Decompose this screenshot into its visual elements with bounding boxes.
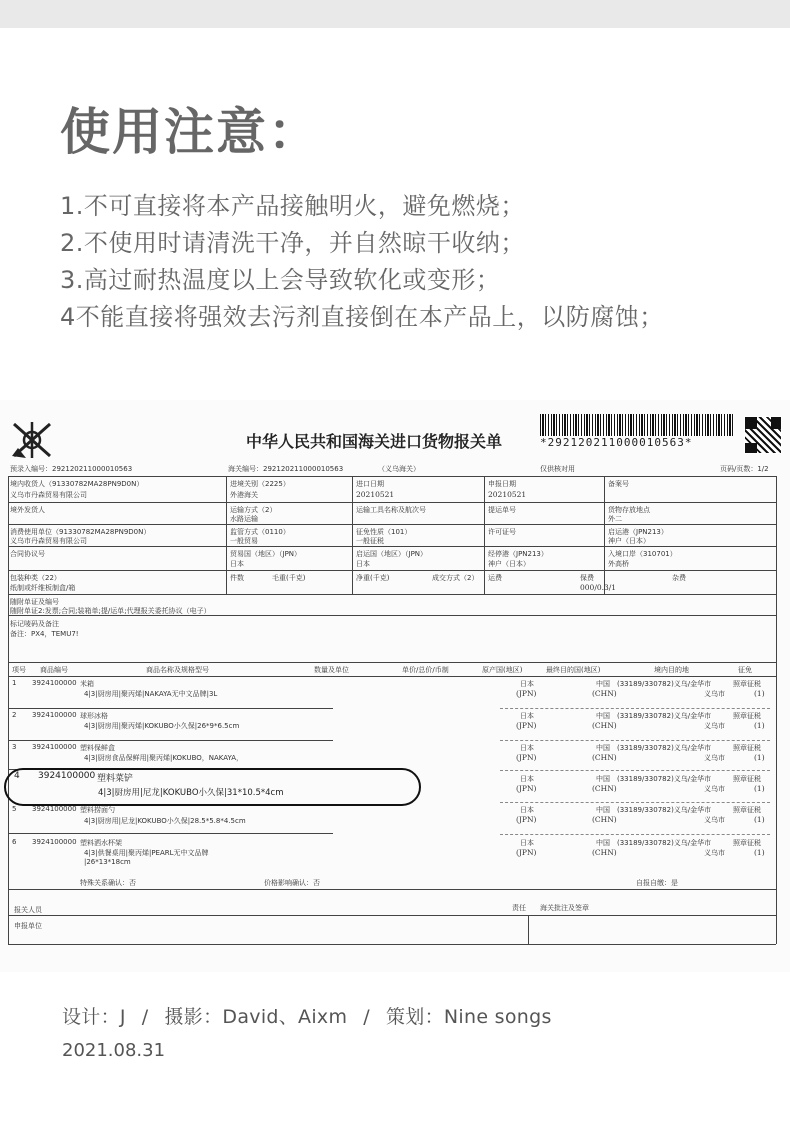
freight-label: 运费 xyxy=(488,574,502,582)
declarant-label: 报关人员 xyxy=(14,906,42,914)
customs-declaration-image xyxy=(0,400,790,972)
rule xyxy=(528,915,529,944)
barcode-number: *292120211000010563* xyxy=(540,436,734,449)
rule xyxy=(500,770,770,771)
rule xyxy=(8,740,333,741)
package-value: 纸制或纤维板制盒/箱 xyxy=(10,584,76,592)
note-item: 1.不可直接将本产品接触明火，避免燃烧； xyxy=(60,192,525,220)
rule xyxy=(604,476,605,594)
import-date-value: 20210521 xyxy=(356,490,395,499)
item-origin-code: (JPN) xyxy=(516,784,537,793)
departure-port-label: 启运港（JPN213） xyxy=(608,528,668,536)
credits-line xyxy=(62,1002,552,1029)
rule xyxy=(8,833,333,834)
entry-value: 外港海关 xyxy=(230,491,258,499)
item-dest: 中国 xyxy=(596,806,610,814)
item-levy-code: (1) xyxy=(754,784,765,793)
item-levy: 照章征税 xyxy=(733,680,761,688)
special-relation-confirm: 特殊关系确认：否 xyxy=(80,879,136,887)
item-levy-code: (1) xyxy=(754,721,765,730)
package-label: 包装种类（22） xyxy=(10,574,61,582)
rule xyxy=(8,915,776,916)
rule xyxy=(8,524,776,525)
plan-credit: 策划：Nine songs xyxy=(385,1006,552,1028)
rule xyxy=(500,708,770,709)
item-origin-code: (JPN) xyxy=(516,753,537,762)
storage-value: 外二 xyxy=(608,515,622,523)
transit-port-label: 经停港（JPN213） xyxy=(488,550,548,558)
rule xyxy=(226,476,227,594)
levy-value: 一般征税 xyxy=(356,537,384,545)
item-domestic: (33189/330782)义乌/金华市 xyxy=(617,839,712,847)
item-dest-code: (CHN) xyxy=(592,784,617,793)
verify-note: 仅供核对用 xyxy=(540,465,575,473)
item-no: 6 xyxy=(12,838,17,846)
col-header: 数量及单位 xyxy=(314,666,349,674)
item-domestic-city: 义乌市 xyxy=(704,816,725,824)
item-levy: 照章征税 xyxy=(733,806,761,814)
item-spec: 4|3|供餐桌用|聚丙烯|PEARL无中文品牌 xyxy=(84,849,209,857)
item-dest-code: (CHN) xyxy=(592,689,617,698)
item-dest-code: (CHN) xyxy=(592,753,617,762)
gross-label: 毛重(千克) xyxy=(272,574,306,582)
item-domestic: (33189/330782)义乌/金华市 xyxy=(617,775,712,783)
shipper-label: 境外发货人 xyxy=(10,506,45,514)
item-domestic-city: 义乌市 xyxy=(704,722,725,730)
item-levy: 照章征税 xyxy=(733,712,761,720)
item-domestic-city: 义乌市 xyxy=(704,690,725,698)
item-name: 塑料捞面勺 xyxy=(80,806,115,814)
item-no: 1 xyxy=(12,679,17,687)
item-no: 3 xyxy=(12,743,17,751)
customs-no: 海关编号：292120211000010563 xyxy=(228,465,344,473)
item-origin: 日本 xyxy=(520,806,534,814)
consignee-value: 义乌市丹森贸易有限公司 xyxy=(10,491,87,499)
remarks-value: 备注：PX4，TEMU7! xyxy=(10,630,79,638)
col-header: 原产国(地区) xyxy=(482,666,523,674)
customs-emblem-icon xyxy=(8,418,58,462)
item-name: 塑料洒水杯架 xyxy=(80,839,122,847)
item-domestic: (33189/330782)义乌/金华市 xyxy=(617,806,712,814)
entry-port-value: 外高桥 xyxy=(608,560,629,568)
col-header: 征免 xyxy=(738,666,752,674)
item-dest-code: (CHN) xyxy=(592,815,617,824)
levy-label: 征免性质（101） xyxy=(356,528,412,536)
transit-port-value: 神户（日本） xyxy=(488,560,530,568)
entry-port-label: 入境口岸（310701） xyxy=(608,550,677,558)
highlight-oval xyxy=(4,768,421,806)
unit-label: 申报单位 xyxy=(14,922,42,930)
import-date-label: 进口日期 xyxy=(356,480,384,488)
item-levy-code: (1) xyxy=(754,815,765,824)
contract-label: 合同协议号 xyxy=(10,550,45,558)
user-label: 消费使用单位（91330782MA28PN9D0N） xyxy=(10,528,151,536)
item-name: 塑料保鲜盒 xyxy=(80,744,115,752)
record-label: 备案号 xyxy=(608,480,629,488)
item-levy: 照章征税 xyxy=(733,744,761,752)
page-count: 页码/页数：1/2 xyxy=(720,465,769,473)
insurance-label: 保费 xyxy=(580,574,594,582)
remarks-label: 标记唛码及备注 xyxy=(10,620,59,628)
item-code: 3924100000 xyxy=(32,711,77,719)
deal-label: 成交方式（2） xyxy=(432,574,479,582)
user-value: 义乌市丹森贸易有限公司 xyxy=(10,537,87,545)
item-spec-2: |26*13*18cm xyxy=(84,858,131,866)
item-levy: 照章征税 xyxy=(733,839,761,847)
item-levy-code: (1) xyxy=(754,848,765,857)
rule xyxy=(500,740,770,741)
entry-label: 进境关别（2225） xyxy=(230,480,290,488)
rule xyxy=(8,662,776,663)
note-item: 2.不使用时请清洗干净，并自然晾干收纳； xyxy=(60,229,525,257)
rule xyxy=(8,476,776,477)
rule xyxy=(8,570,776,571)
bill-label: 提运单号 xyxy=(488,506,516,514)
item-code: 3924100000 xyxy=(32,838,77,846)
col-header: 商品编号 xyxy=(40,666,68,674)
rule xyxy=(8,594,776,595)
supervision-value: 一般贸易 xyxy=(230,537,258,545)
item-dest-code: (CHN) xyxy=(592,721,617,730)
departure-port-value: 神户（日本） xyxy=(608,537,650,545)
note-item: 3.高过耐热温度以上会导致软化或变形； xyxy=(60,266,501,294)
insurance-value: 000/0.3/1 xyxy=(580,583,617,592)
separator: / xyxy=(141,1006,149,1028)
rule xyxy=(8,708,333,709)
separator: / xyxy=(363,1006,370,1028)
col-header: 境内目的地 xyxy=(654,666,689,674)
item-domestic-city: 义乌市 xyxy=(704,785,725,793)
rule xyxy=(8,944,776,945)
item-origin: 日本 xyxy=(520,744,534,752)
item-dest: 中国 xyxy=(596,744,610,752)
col-header: 单价/总价/币制 xyxy=(402,666,449,674)
duty-label: 责任 xyxy=(512,904,526,912)
item-spec: 4|3|厨房用|尼龙|KOKUBO小久保|31*10.5*4cm xyxy=(98,788,284,798)
declaration-title: 中华人民共和国海关进口货物报关单 xyxy=(246,432,503,451)
net-label: 净重(千克) xyxy=(356,574,390,582)
docs-label: 随附单证及编号 xyxy=(10,598,59,606)
declare-date-value: 20210521 xyxy=(488,490,527,499)
origin-country-value: 日本 xyxy=(356,560,370,568)
docs-value: 随附单证2:发票;合同;装箱单;提/运单;代理报关委托协议（电子） xyxy=(10,607,211,615)
note-item: 4不能直接将强效去污剂直接倒在本产品上，以防腐蚀； xyxy=(60,303,664,331)
item-dest: 中国 xyxy=(596,712,610,720)
item-origin-code: (JPN) xyxy=(516,689,537,698)
item-code: 3924100000 xyxy=(32,679,77,687)
item-levy-code: (1) xyxy=(754,689,765,698)
rule xyxy=(352,476,353,594)
item-spec: 4|3|厨房用|聚丙烯|KOKUBO小久保|26*9*6.5cm xyxy=(84,722,240,730)
item-dest: 中国 xyxy=(596,839,610,847)
col-header: 最终目的国(地区) xyxy=(546,666,601,674)
customs-port: （义乌海关） xyxy=(378,465,420,473)
item-domestic: (33189/330782)义乌/金华市 xyxy=(617,680,712,688)
self-pay-confirm: 自报自缴：是 xyxy=(636,879,678,887)
page-title: 使用注意： xyxy=(60,103,320,161)
rule xyxy=(8,476,9,944)
item-spec: 4|3|厨房食品保鲜用|聚丙烯|KOKUBO，NAKAYA， xyxy=(84,754,244,762)
item-domestic: (33189/330782)义乌/金华市 xyxy=(617,712,712,720)
origin-country-label: 启运国（地区）（JPN） xyxy=(356,550,428,558)
transport-label: 运输方式（2） xyxy=(230,506,277,514)
vessel-label: 运输工具名称及航次号 xyxy=(356,506,426,514)
rule xyxy=(484,476,485,594)
date-text: 2021.08.31 xyxy=(62,1040,166,1061)
license-label: 许可证号 xyxy=(488,528,516,536)
item-domestic-city: 义乌市 xyxy=(704,849,725,857)
rule xyxy=(8,889,776,890)
storage-label: 货物存放地点 xyxy=(608,506,650,514)
item-origin-code: (JPN) xyxy=(516,848,537,857)
item-origin-code: (JPN) xyxy=(516,815,537,824)
rule xyxy=(776,476,777,944)
declare-date-label: 申报日期 xyxy=(488,480,516,488)
col-header: 项号 xyxy=(12,666,26,674)
item-name: 球形冰格 xyxy=(80,712,108,720)
item-no: 5 xyxy=(12,805,17,813)
pre-entry-no: 预录入编号：292120211000010563 xyxy=(10,465,133,473)
item-levy: 照章征税 xyxy=(733,775,761,783)
item-code: 3924100000 xyxy=(38,771,96,781)
notes-list xyxy=(60,188,664,336)
rule xyxy=(500,834,770,835)
item-name: 塑料菜铲 xyxy=(97,774,134,784)
item-origin-code: (JPN) xyxy=(516,721,537,730)
pieces-label: 件数 xyxy=(230,574,244,582)
customs-seal-label: 海关批注及签章 xyxy=(540,904,589,912)
consignee-label: 境内收货人（91330782MA28PN9D0N） xyxy=(10,480,144,488)
item-dest: 中国 xyxy=(596,775,610,783)
qr-code-icon xyxy=(744,416,782,454)
design-credit: 设计：J xyxy=(62,1006,126,1028)
supervision-label: 监管方式（0110） xyxy=(230,528,290,536)
item-domestic: (33189/330782)义乌/金华市 xyxy=(617,744,712,752)
item-origin: 日本 xyxy=(520,775,534,783)
item-name: 米箱 xyxy=(80,680,94,688)
item-spec: 4|3|厨房用|尼龙|KOKUBO小久保|28.5*5.8*4.5cm xyxy=(84,817,246,825)
item-code: 3924100000 xyxy=(32,805,77,813)
item-no: 4 xyxy=(14,771,20,781)
photo-credit: 摄影：David、Aixm xyxy=(164,1006,348,1028)
trade-country-label: 贸易国（地区）（JPN） xyxy=(230,550,302,558)
rule xyxy=(500,802,770,803)
rule xyxy=(8,546,776,547)
trade-country-value: 日本 xyxy=(230,560,244,568)
misc-label: 杂费 xyxy=(672,574,686,582)
item-origin: 日本 xyxy=(520,839,534,847)
item-code: 3924100000 xyxy=(32,743,77,751)
item-origin: 日本 xyxy=(520,712,534,720)
item-domestic-city: 义乌市 xyxy=(704,754,725,762)
item-spec: 4|3|厨房用|聚丙烯|NAKAYA无中文品牌|3L xyxy=(84,690,218,698)
item-dest-code: (CHN) xyxy=(592,848,617,857)
item-levy-code: (1) xyxy=(754,753,765,762)
rule xyxy=(8,676,776,677)
rule xyxy=(8,502,776,503)
item-dest: 中国 xyxy=(596,680,610,688)
col-header: 商品名称及规格型号 xyxy=(146,666,209,674)
top-bar xyxy=(0,0,790,28)
item-origin: 日本 xyxy=(520,680,534,688)
price-impact-confirm: 价格影响确认：否 xyxy=(264,879,320,887)
item-no: 2 xyxy=(12,711,17,719)
transport-value: 水路运输 xyxy=(230,515,258,523)
